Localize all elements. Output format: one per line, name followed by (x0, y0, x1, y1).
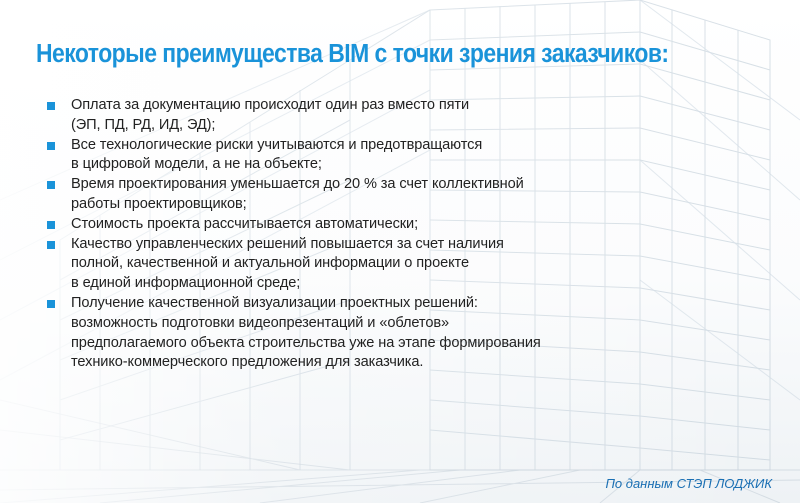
list-item (46, 294, 666, 373)
square-bullet-icon (47, 300, 55, 308)
list-item-line: Стоимость проекта рассчитывается автоматически; (71, 215, 419, 232)
square-bullet-icon (47, 241, 55, 249)
list-item-line: в цифровой модели, а не на объекте; (71, 156, 322, 173)
square-bullet-icon (47, 102, 55, 110)
slide-title: Некоторые преимущества BIM с точки зрения заказчиков: (36, 40, 669, 68)
list-item-line: работы проектировщиков; (71, 195, 247, 212)
square-bullet-icon (47, 181, 55, 189)
source-note: По данным СТЭП ЛОДЖИК (605, 476, 772, 491)
list-item-line: Оплата за документацию происходит один раз вместо пяти (71, 97, 470, 113)
list-item-line: Все технологические риски учитываются и предотвращаются (71, 136, 483, 153)
list-item (46, 215, 666, 235)
list-item-line: в единой информационной среде; (71, 275, 301, 292)
square-bullet-icon (47, 221, 55, 229)
list-item (46, 96, 666, 136)
list-item-line: предполагаемого объекта строительства уже на этапе формирования (71, 334, 541, 351)
list-item-line: Время проектирования уменьшается до 20 % за счет коллективной (71, 176, 524, 193)
list-item (46, 175, 666, 215)
benefits-list (46, 96, 666, 373)
list-item (46, 235, 666, 294)
list-item (46, 136, 666, 176)
list-item-line: возможность подготовки видеопрезентаций и «облетов» (71, 314, 450, 331)
list-item-line: Качество управленческих решений повышается за счет наличия (71, 235, 504, 252)
square-bullet-icon (47, 142, 55, 150)
list-item-line: (ЭП, ПД, РД, ИД, ЭД); (71, 116, 216, 133)
list-item-line: полной, качественной и актуальной информации о проекте (71, 255, 469, 272)
list-item-line: Получение качественной визуализации проектных решений: (71, 294, 478, 311)
list-item-line: технико-коммерческого предложения для заказчика. (71, 354, 424, 371)
